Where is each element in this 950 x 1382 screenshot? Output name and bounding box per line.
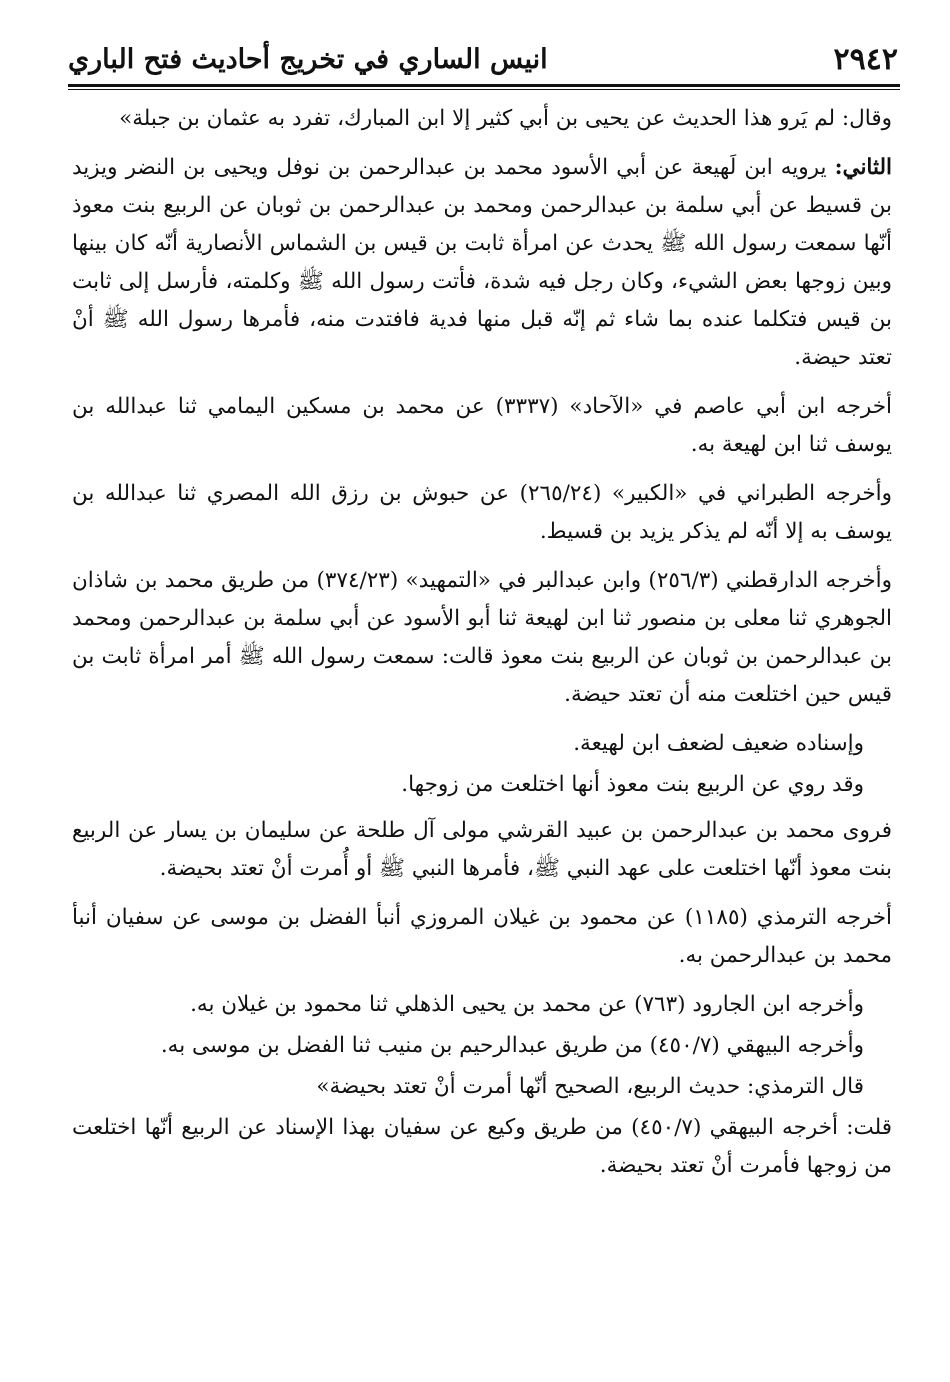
paragraph <box>72 388 892 464</box>
paragraph-lead: الثاني: <box>834 155 892 180</box>
paragraph <box>72 149 892 377</box>
page-header <box>68 36 898 82</box>
paragraph-text: وقال: لم يَرو هذا الحديث عن يحيى بن أبي كثير إلا ابن المبارك، تفرد به عثمان بن جبلة» <box>119 106 892 131</box>
paragraph-text: وأخرجه الطبراني في «الكبير» (٢٦٥/٢٤) عن حبوش بن رزق الله المصري ثنا عبدالله بن يوسف به إلا أنّه لم يذكر يزيد بن قسيط. <box>72 481 892 544</box>
paragraph-text: يرويه ابن لَهيعة عن أبي الأسود محمد بن عبدالرحمن بن نوفل ويحيى بن النضر ويزيد بن قسيط عن أبي سلمة بن عبدالرحمن ومحمد بن عبدالرحمن بن ثوبان عن الربيع بنت معوذ أنّها سمعت رسول الله ﷺ يحدث عن امرأة ثابت بن قيس بن الشماس الأنصارية أنّه كان بينها وبين زوجها بعض الشيء، وكان رجل فيه شدة، فأتت رسول الله ﷺ وكلمته، فأرسل إلى ثابت بن قيس فتكلما عنده بما شاء ثم إنّه قبل منها فدية فافتدت منه، فأمرها رسول الله ﷺ أنْ تعتد حيضة. <box>72 155 892 370</box>
paragraph-text: قلت: أخرجه البيهقي (٤٥٠/٧) من طريق وكيع عن سفيان بهذا الإسناد عن الربيع أنّها اختلعت من زوجها فأمرت أنْ تعتد بحيضة. <box>72 1115 892 1178</box>
paragraph <box>72 1068 892 1106</box>
paragraph-text: وأخرجه الدارقطني (٢٥٦/٣) وابن عبدالبر في «التمهيد» (٣٧٤/٢٣) من طريق محمد بن شاذان الجوهري ثنا معلى بن منصور ثنا ابن لهيعة ثنا أبو الأسود عن أبي سلمة بن عبدالرحمن ومحمد بن عبدالرحمن بن ثوبان عن الربيع بنت معوذ قالت: سمعت رسول الله ﷺ أمر امرأة ثابت بن قيس حين اختلعت منه أن تعتد حيضة. <box>72 568 892 707</box>
paragraph-text: أخرجه الترمذي (١١٨٥) عن محمود بن غيلان المروزي أنبأ الفضل بن موسى عن سفيان أنبأ محمد بن عبدالرحمن به. <box>72 905 892 968</box>
paragraph-text: أخرجه ابن أبي عاصم في «الآحاد» (٣٣٣٧) عن محمد بن مسكين اليمامي ثنا عبدالله بن يوسف ثنا ابن لهيعة به. <box>72 394 892 457</box>
paragraph <box>72 766 892 804</box>
paragraph-text: وأخرجه ابن الجارود (٧٦٣) عن محمد بن يحيى الذهلي ثنا محمود بن غيلان به. <box>190 992 864 1017</box>
paragraph <box>72 100 892 138</box>
paragraph-text: فروى محمد بن عبدالرحمن بن عبيد القرشي مولى آل طلحة عن سليمان بن يسار عن الربيع بنت معوذ أنّها اختلعت على عهد النبي ﷺ، فأمرها النبي ﷺ أو أُمرت أنْ تعتد بحيضة. <box>72 818 892 881</box>
paragraph <box>72 899 892 975</box>
paragraph-text: وأخرجه البيهقي (٤٥٠/٧) من طريق عبدالرحيم بن منيب ثنا الفضل بن موسى به. <box>160 1033 864 1058</box>
paragraph-text: قال الترمذي: حديث الربيع، الصحيح أنّها أمرت أنْ تعتد بحيضة» <box>316 1074 864 1099</box>
paragraph <box>72 986 892 1024</box>
paragraph <box>72 812 892 888</box>
header-rule-thin <box>68 89 900 90</box>
running-title: انيس الساري في تخريج أحاديث فتح الباري <box>68 43 548 75</box>
page-number: ٢٩٤٢ <box>833 41 898 77</box>
paragraph <box>72 475 892 551</box>
paragraph <box>72 725 892 763</box>
header-rule <box>68 84 900 87</box>
paragraph-text: وقد روي عن الربيع بنت معوذ أنها اختلعت من زوجها. <box>401 772 864 797</box>
paragraph <box>72 1109 892 1185</box>
paragraph-text: وإسناده ضعيف لضعف ابن لهيعة. <box>573 731 864 756</box>
paragraph <box>72 562 892 714</box>
page-body <box>72 100 892 1196</box>
paragraph <box>72 1027 892 1065</box>
